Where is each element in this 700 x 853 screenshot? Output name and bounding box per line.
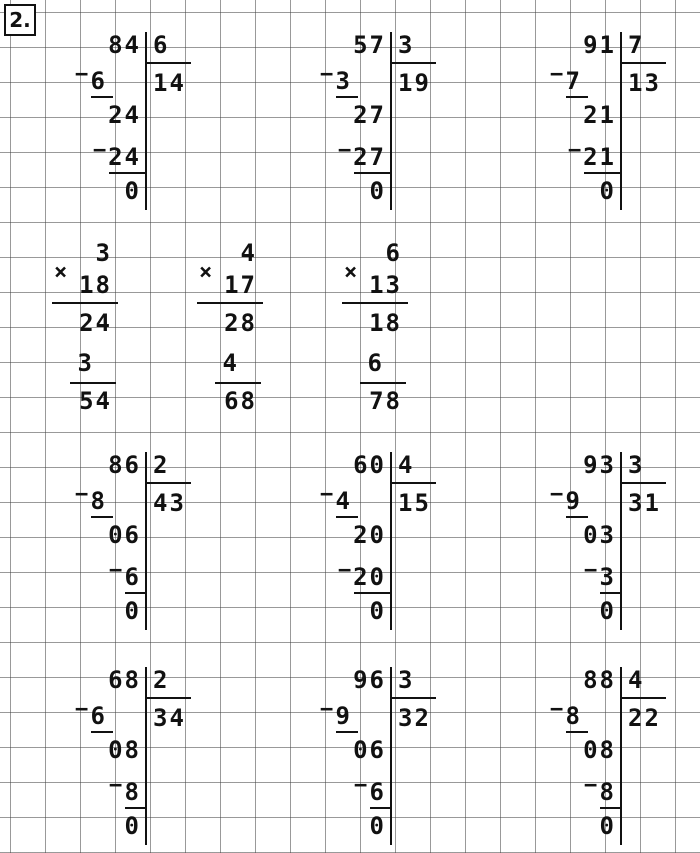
- quotient: 34: [153, 704, 186, 732]
- times-sign: ×: [54, 260, 68, 285]
- divisor-line: [147, 697, 191, 699]
- division-bar: [145, 32, 147, 210]
- remainder: 20: [353, 521, 386, 549]
- minus-sign: −: [550, 697, 566, 722]
- dividend: 88: [583, 666, 616, 694]
- remainder: 27: [353, 101, 386, 129]
- quotient: 31: [628, 489, 661, 517]
- quotient: 43: [153, 489, 186, 517]
- subtrahend: 8: [90, 487, 107, 515]
- dividend: 93: [583, 451, 616, 479]
- subtrahend: 6: [369, 778, 386, 806]
- partial-product: 28: [224, 309, 257, 337]
- divisor: 2: [153, 666, 170, 694]
- divisor: 7: [628, 31, 645, 59]
- partial-product-shifted: 6: [367, 349, 384, 377]
- quotient: 19: [398, 69, 431, 97]
- dividend: 60: [353, 451, 386, 479]
- division-bar: [390, 667, 392, 845]
- minus-sign: −: [75, 482, 91, 507]
- subtraction-line: [336, 96, 358, 98]
- subtrahend: 21: [583, 143, 616, 171]
- multiplicand: 4: [240, 239, 257, 267]
- divisor-line: [622, 62, 666, 64]
- minus-sign: −: [320, 482, 336, 507]
- subtraction-line: [566, 731, 588, 733]
- quotient: 32: [398, 704, 431, 732]
- multiplication: [50, 240, 140, 425]
- dividend: 91: [583, 31, 616, 59]
- long-division: [75, 450, 205, 630]
- quotient: 22: [628, 704, 661, 732]
- remainder: 0: [599, 597, 616, 625]
- subtraction-line: [91, 96, 113, 98]
- minus-sign: −: [338, 558, 354, 583]
- minus-sign: −: [338, 138, 354, 163]
- subtrahend: 9: [335, 702, 352, 730]
- division-bar: [620, 452, 622, 630]
- remainder: 0: [599, 812, 616, 840]
- minus-sign: −: [320, 697, 336, 722]
- minus-sign: −: [109, 558, 125, 583]
- subtrahend: 8: [124, 778, 141, 806]
- subtraction-line: [91, 516, 113, 518]
- subtrahend: 6: [124, 563, 141, 591]
- divisor-line: [622, 697, 666, 699]
- subtraction-line: [354, 172, 392, 174]
- quotient: 13: [628, 69, 661, 97]
- minus-sign: −: [584, 773, 600, 798]
- long-division: [75, 30, 205, 210]
- divisor-line: [147, 482, 191, 484]
- subtrahend: 7: [565, 67, 582, 95]
- divisor-line: [392, 482, 436, 484]
- divisor: 3: [628, 451, 645, 479]
- subtraction-line: [354, 592, 392, 594]
- subtrahend: 27: [353, 143, 386, 171]
- remainder: 0: [124, 812, 141, 840]
- subtrahend: 6: [90, 67, 107, 95]
- minus-sign: −: [584, 558, 600, 583]
- minus-sign: −: [75, 697, 91, 722]
- subtrahend: 6: [90, 702, 107, 730]
- times-sign: ×: [199, 260, 213, 285]
- product-line-2: [215, 382, 261, 384]
- division-bar: [390, 452, 392, 630]
- minus-sign: −: [550, 62, 566, 87]
- dividend: 68: [108, 666, 141, 694]
- division-bar: [620, 667, 622, 845]
- product-line-1: [52, 302, 118, 304]
- minus-sign: −: [320, 62, 336, 87]
- subtrahend: 24: [108, 143, 141, 171]
- product-line-1: [342, 302, 408, 304]
- minus-sign: −: [109, 773, 125, 798]
- remainder: 0: [599, 177, 616, 205]
- remainder: 0: [369, 597, 386, 625]
- subtrahend: 3: [599, 563, 616, 591]
- division-bar: [145, 452, 147, 630]
- subtrahend: 9: [565, 487, 582, 515]
- remainder: 06: [108, 521, 141, 549]
- remainder: 03: [583, 521, 616, 549]
- division-bar: [390, 32, 392, 210]
- long-division: [75, 665, 205, 845]
- divisor: 3: [398, 666, 415, 694]
- multiplicand: 6: [385, 239, 402, 267]
- subtraction-line: [125, 807, 147, 809]
- multiplication: [195, 240, 285, 425]
- minus-sign: −: [93, 138, 109, 163]
- subtraction-line: [91, 731, 113, 733]
- product-result: 78: [369, 387, 402, 415]
- subtraction-line: [566, 96, 588, 98]
- divisor: 2: [153, 451, 170, 479]
- long-division: [320, 450, 450, 630]
- subtraction-line: [336, 731, 358, 733]
- divisor-line: [392, 697, 436, 699]
- remainder: 0: [369, 177, 386, 205]
- remainder: 0: [369, 812, 386, 840]
- dividend: 86: [108, 451, 141, 479]
- subtraction-line: [125, 592, 147, 594]
- partial-product: 18: [369, 309, 402, 337]
- remainder: 21: [583, 101, 616, 129]
- exercise-number-badge: 2.: [4, 4, 36, 36]
- subtrahend: 3: [335, 67, 352, 95]
- multiplier: 13: [369, 271, 402, 299]
- subtraction-line: [600, 592, 622, 594]
- division-bar: [145, 667, 147, 845]
- dividend: 57: [353, 31, 386, 59]
- times-sign: ×: [344, 260, 358, 285]
- product-line-2: [70, 382, 116, 384]
- multiplier: 18: [79, 271, 112, 299]
- product-line-2: [360, 382, 406, 384]
- remainder: 06: [353, 736, 386, 764]
- divisor-line: [147, 62, 191, 64]
- long-division: [550, 30, 680, 210]
- subtraction-line: [584, 172, 622, 174]
- multiplier: 17: [224, 271, 257, 299]
- subtrahend: 20: [353, 563, 386, 591]
- partial-product-shifted: 3: [77, 349, 94, 377]
- multiplicand: 3: [95, 239, 112, 267]
- minus-sign: −: [75, 62, 91, 87]
- division-bar: [620, 32, 622, 210]
- remainder: 08: [108, 736, 141, 764]
- divisor: 3: [398, 31, 415, 59]
- remainder: 0: [124, 597, 141, 625]
- dividend: 84: [108, 31, 141, 59]
- minus-sign: −: [568, 138, 584, 163]
- subtraction-line: [109, 172, 147, 174]
- divisor-line: [392, 62, 436, 64]
- subtrahend: 8: [565, 702, 582, 730]
- remainder: 24: [108, 101, 141, 129]
- divisor: 4: [398, 451, 415, 479]
- quotient: 15: [398, 489, 431, 517]
- partial-product-shifted: 4: [222, 349, 239, 377]
- quotient: 14: [153, 69, 186, 97]
- subtraction-line: [566, 516, 588, 518]
- product-result: 54: [79, 387, 112, 415]
- long-division: [320, 665, 450, 845]
- multiplication: [340, 240, 430, 425]
- product-result: 68: [224, 387, 257, 415]
- subtrahend: 8: [599, 778, 616, 806]
- product-line-1: [197, 302, 263, 304]
- subtraction-line: [370, 807, 392, 809]
- divisor-line: [622, 482, 666, 484]
- divisor: 6: [153, 31, 170, 59]
- remainder: 08: [583, 736, 616, 764]
- subtraction-line: [600, 807, 622, 809]
- subtraction-line: [336, 516, 358, 518]
- partial-product: 24: [79, 309, 112, 337]
- subtrahend: 4: [335, 487, 352, 515]
- long-division: [550, 665, 680, 845]
- long-division: [550, 450, 680, 630]
- minus-sign: −: [354, 773, 370, 798]
- dividend: 96: [353, 666, 386, 694]
- long-division: [320, 30, 450, 210]
- minus-sign: −: [550, 482, 566, 507]
- divisor: 4: [628, 666, 645, 694]
- remainder: 0: [124, 177, 141, 205]
